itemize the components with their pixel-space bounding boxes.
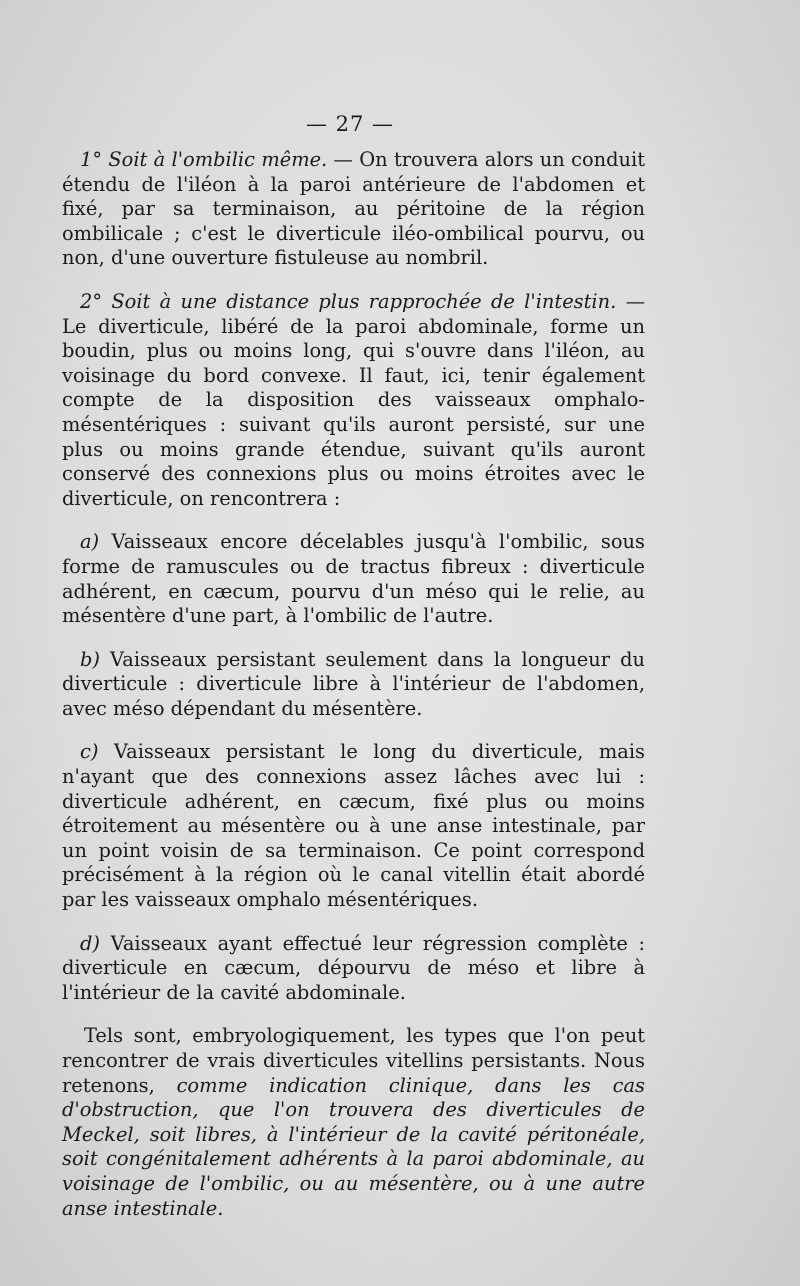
paragraph-b-text: Vaisseaux persistant seulement dans la longueur du diverticule : diverticule libre à l'intérieur de l'abdomen, avec méso dépendant du mésentère.	[62, 647, 645, 720]
paragraph-2-text: — Le diverticule, libéré de la paroi abdominale, forme un boudin, plus ou moins long, qui s'ouvre dans l'iléon, au voisinage du bord convexe. Il faut, ici, tenir également compte de la disposition des vaisseaux omphalo-mésentériques : suivant qu'ils auront persisté, sur une plus ou moins grande étendue, suivant qu'ils auront conservé des connexions plus ou moins étroites avec le diverticule, on rencontrera :	[62, 289, 645, 510]
paragraph-1-text: — On trouvera alors un conduit étendu de l'iléon à la paroi antérieure de l'abdomen et fixé, par sa terminaison, au péritoine de la région ombilicale ; c'est le diverticule iléo-ombilical pourvu, ou non, d'une ouverture fistuleuse au nombril.	[62, 148, 645, 270]
paragraph-a	[62, 530, 645, 628]
paragraph-2	[62, 290, 645, 511]
paragraph-2-label: 2° Soit à une distance plus rapprochée de l'intestin.	[80, 289, 617, 313]
paragraph-d	[62, 932, 645, 1006]
conclusion-italic-text: comme indication clinique, dans les cas d'obstruction, que l'on trouvera des diverticules de Meckel, soit libres, à l'intérieur de la cavité péritonéale, soit congénitalement adhérents à la paroi abdominale, au voisinage de l'ombilic, ou au mésentère, ou à une autre anse intestinale.	[62, 1073, 645, 1220]
paragraph-d-label: d)	[80, 931, 100, 955]
paragraph-b	[62, 648, 645, 722]
paragraph-1-label: 1° Soit à l'ombilic même.	[80, 148, 328, 171]
conclusion-plain-text: Tels sont, embryologiquement, les types que l'on peut rencontrer de vrais diverticules vitellins persistants. Nous retenons,	[62, 1024, 645, 1097]
conclusion-paragraph	[62, 1024, 645, 1221]
paragraph-a-text: Vaisseaux encore décelables jusqu'à l'ombilic, sous forme de ramuscules ou de tractus fibreux : diverticule adhérent, en cæcum, pourvu d'un méso qui le relie, au mésentère d'une part, à l'ombilic de l'autre.	[62, 530, 645, 628]
paragraph-c-text: Vaisseaux persistant le long du diverticule, mais n'ayant que des connexions assez lâches avec lui : diverticule adhérent, en cæcum, fixé plus ou moins étroitement au mésentère ou à une anse intestinale, par un point voisin de sa terminaison. Ce point correspond précisément à la région où le canal vitellin était abordé par les vaisseaux omphalo mésentériques.	[62, 740, 645, 912]
paragraph-a-label: a)	[80, 530, 100, 554]
page-number: — 27 —	[305, 112, 395, 136]
paragraph-1	[62, 148, 645, 271]
paragraph-c	[62, 740, 645, 912]
paragraph-b-label: b)	[80, 647, 100, 671]
paragraph-d-text: Vaisseaux ayant effectué leur régression complète : diverticule en cæcum, dépourvu de méso et libre à l'intérieur de la cavité abdominale.	[62, 931, 645, 1004]
body-text	[62, 148, 645, 1221]
paragraph-c-label: c)	[80, 740, 99, 764]
